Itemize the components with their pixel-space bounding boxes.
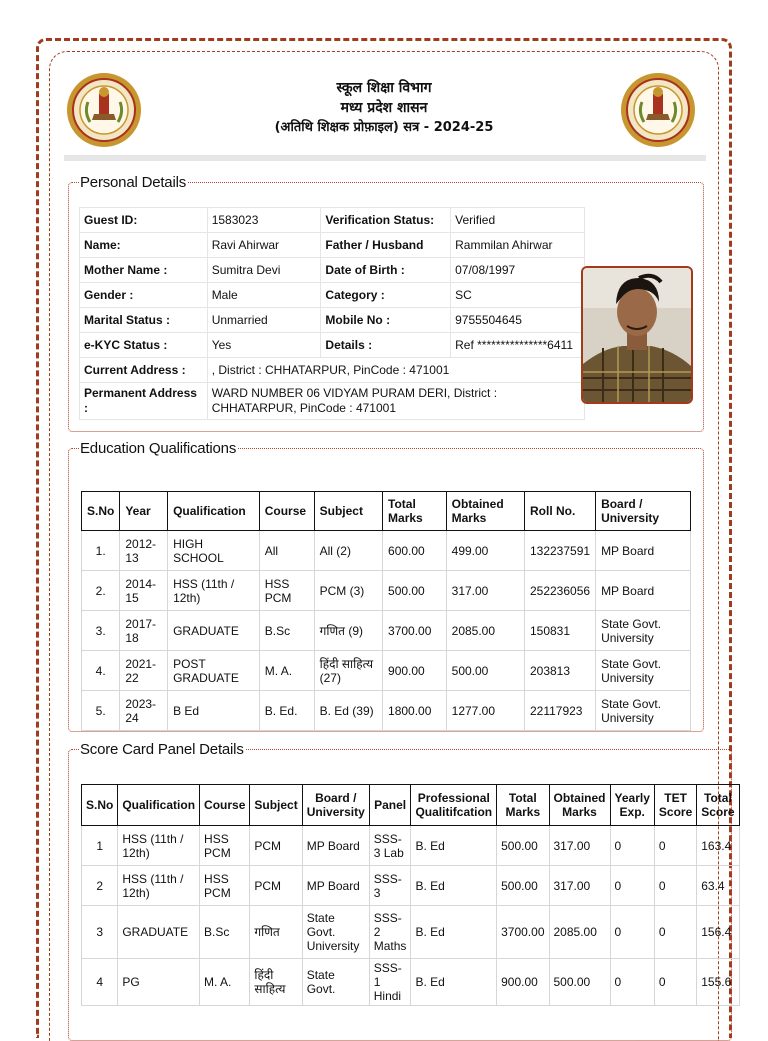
current-address-value: , District : CHHATARPUR, PinCode : 471001 — [207, 358, 584, 383]
table-cell: SSS-1 Hindi — [369, 959, 411, 1006]
column-header: Yearly Exp. — [610, 785, 654, 826]
table-cell: 0 — [654, 906, 696, 959]
table-cell: 600.00 — [383, 531, 447, 571]
table-cell: 156.4 — [697, 906, 739, 959]
guest-id-label: Guest ID: — [80, 208, 208, 233]
table-cell: HSS PCM — [200, 826, 250, 866]
score-card-panel-section — [68, 741, 735, 1041]
name-label: Name: — [80, 233, 208, 258]
header-divider — [64, 155, 706, 161]
column-header: Board / University — [596, 492, 691, 531]
table-cell: 3700.00 — [497, 906, 549, 959]
table-cell: 252236056 — [524, 571, 595, 611]
table-cell: State Govt. University — [302, 906, 369, 959]
table-cell: 2014-15 — [120, 571, 168, 611]
table-cell: HSS (11th / 12th) — [168, 571, 260, 611]
gender-value: Male — [207, 283, 321, 308]
table-cell: B. Ed — [411, 826, 497, 866]
father-husband-value: Rammilan Ahirwar — [451, 233, 585, 258]
marital-status-value: Unmarried — [207, 308, 321, 333]
table-header-row — [82, 492, 691, 531]
table-cell: SSS-3 Lab — [369, 826, 411, 866]
table-cell: 4 — [82, 959, 118, 1006]
category-value: SC — [451, 283, 585, 308]
department-name: स्कूल शिक्षा विभाग — [336, 80, 432, 96]
table-cell: 317.00 — [549, 826, 610, 866]
mother-name-label: Mother Name : — [80, 258, 208, 283]
father-husband-label: Father / Husband — [321, 233, 451, 258]
person-photo-icon — [583, 268, 691, 402]
table-cell: M. A. — [200, 959, 250, 1006]
table-cell: PCM — [250, 866, 302, 906]
column-header: Qualification — [118, 785, 200, 826]
table-row — [82, 959, 740, 1006]
table-row — [80, 333, 585, 358]
table-row — [82, 826, 740, 866]
table-cell: 3700.00 — [383, 611, 447, 651]
dob-value: 07/08/1997 — [451, 258, 585, 283]
table-cell: 500.00 — [497, 826, 549, 866]
table-cell: MP Board — [302, 826, 369, 866]
table-cell: State Govt. University — [596, 691, 691, 731]
table-cell: GRADUATE — [168, 611, 260, 651]
table-cell: 2. — [82, 571, 120, 611]
section-title: Personal Details — [80, 174, 187, 191]
verification-status-value: Verified — [451, 208, 585, 233]
column-header: Subject — [314, 492, 382, 531]
mother-name-value: Sumitra Devi — [207, 258, 321, 283]
table-cell: 0 — [610, 826, 654, 866]
table-cell: 2012-13 — [120, 531, 168, 571]
table-cell: HSS PCM — [200, 866, 250, 906]
column-header: TET Score — [654, 785, 696, 826]
table-cell: 0 — [654, 826, 696, 866]
table-cell: गणित — [250, 906, 302, 959]
table-row — [82, 571, 691, 611]
table-row — [82, 866, 740, 906]
column-header: S.No — [82, 785, 118, 826]
column-header: Total Marks — [497, 785, 549, 826]
column-header: Total Score — [697, 785, 739, 826]
table-row — [80, 283, 585, 308]
section-title: Score Card Panel Details — [80, 741, 244, 758]
name-value: Ravi Ahirwar — [207, 233, 321, 258]
score-card-table — [81, 784, 740, 1006]
dob-label: Date of Birth : — [321, 258, 451, 283]
table-header-row — [82, 785, 740, 826]
permanent-address-value: WARD NUMBER 06 VIDYAM PURAM DERI, District : CHHATARPUR, PinCode : 471001 — [207, 383, 584, 420]
table-cell: 1 — [82, 826, 118, 866]
table-cell: 2085.00 — [446, 611, 524, 651]
table-row — [80, 258, 585, 283]
table-row — [80, 358, 585, 383]
table-cell: 900.00 — [497, 959, 549, 1006]
table-cell: 499.00 — [446, 531, 524, 571]
table-cell: 3 — [82, 906, 118, 959]
marital-status-label: Marital Status : — [80, 308, 208, 333]
table-row — [82, 651, 691, 691]
table-cell: 500.00 — [549, 959, 610, 1006]
personal-details-section — [68, 174, 704, 432]
column-header: Panel — [369, 785, 411, 826]
table-cell: 0 — [654, 959, 696, 1006]
personal-details-table — [79, 207, 585, 420]
guest-id-value: 1583023 — [207, 208, 321, 233]
document-header — [64, 66, 706, 158]
column-header: Course — [200, 785, 250, 826]
table-cell: 4. — [82, 651, 120, 691]
table-cell: State Govt. University — [596, 611, 691, 651]
table-row — [80, 308, 585, 333]
table-cell: 0 — [654, 866, 696, 906]
column-header: Obtained Marks — [446, 492, 524, 531]
section-title: Education Qualifications — [80, 440, 237, 457]
table-cell: M. A. — [259, 651, 314, 691]
table-cell: B.Sc — [259, 611, 314, 651]
profile-photo — [581, 266, 693, 404]
table-cell: 317.00 — [549, 866, 610, 906]
table-cell: 0 — [610, 866, 654, 906]
table-cell: HSS PCM — [259, 571, 314, 611]
column-header: Course — [259, 492, 314, 531]
table-cell: HSS (11th / 12th) — [118, 866, 200, 906]
column-header: Year — [120, 492, 168, 531]
ekyc-status-value: Yes — [207, 333, 321, 358]
table-cell: 500.00 — [497, 866, 549, 906]
column-header: Obtained Marks — [549, 785, 610, 826]
table-cell: 1277.00 — [446, 691, 524, 731]
table-cell: State Govt. — [302, 959, 369, 1006]
education-table — [81, 491, 691, 731]
table-row — [82, 906, 740, 959]
education-qualifications-section — [68, 440, 704, 732]
table-cell: 2085.00 — [549, 906, 610, 959]
table-cell: POST GRADUATE — [168, 651, 260, 691]
table-cell: All (2) — [314, 531, 382, 571]
table-cell: B. Ed — [411, 959, 497, 1006]
table-cell: 1800.00 — [383, 691, 447, 731]
column-header: Board / University — [302, 785, 369, 826]
table-cell: 2017-18 — [120, 611, 168, 651]
table-cell: 163.4 — [697, 826, 739, 866]
details-label: Details : — [321, 333, 451, 358]
government-name: मध्य प्रदेश शासन — [340, 100, 428, 116]
table-cell: All — [259, 531, 314, 571]
table-cell: PCM (3) — [314, 571, 382, 611]
table-cell: B. Ed. — [259, 691, 314, 731]
table-row — [82, 611, 691, 651]
table-row — [80, 208, 585, 233]
table-cell: B. Ed (39) — [314, 691, 382, 731]
gender-label: Gender : — [80, 283, 208, 308]
table-cell: 22117923 — [524, 691, 595, 731]
table-cell: 3. — [82, 611, 120, 651]
table-cell: 155.6 — [697, 959, 739, 1006]
table-cell: SSS-3 — [369, 866, 411, 906]
table-cell: 150831 — [524, 611, 595, 651]
table-cell: 5. — [82, 691, 120, 731]
column-header: Roll No. — [524, 492, 595, 531]
table-row — [82, 691, 691, 731]
mp-state-emblem-icon — [66, 72, 142, 148]
table-cell: 500.00 — [446, 651, 524, 691]
table-cell: 2 — [82, 866, 118, 906]
table-cell: 132237591 — [524, 531, 595, 571]
table-cell: गणित (9) — [314, 611, 382, 651]
table-cell: GRADUATE — [118, 906, 200, 959]
table-cell: 203813 — [524, 651, 595, 691]
table-cell: 500.00 — [383, 571, 447, 611]
table-row — [80, 233, 585, 258]
column-header: Qualification — [168, 492, 260, 531]
table-cell: 0 — [610, 906, 654, 959]
table-cell: 900.00 — [383, 651, 447, 691]
table-cell: PG — [118, 959, 200, 1006]
table-cell: MP Board — [302, 866, 369, 906]
column-header: Total Marks — [383, 492, 447, 531]
table-cell: 2021-22 — [120, 651, 168, 691]
profile-session-title: (अतिथि शिक्षक प्रोफ़ाइल) सत्र - 2024-25 — [274, 120, 494, 135]
table-cell: PCM — [250, 826, 302, 866]
table-row — [82, 531, 691, 571]
table-cell: 317.00 — [446, 571, 524, 611]
category-label: Category : — [321, 283, 451, 308]
table-cell: HIGH SCHOOL — [168, 531, 260, 571]
table-cell: B. Ed — [411, 906, 497, 959]
ekyc-status-label: e-KYC Status : — [80, 333, 208, 358]
table-cell: 63.4 — [697, 866, 739, 906]
table-cell: SSS-2 Maths — [369, 906, 411, 959]
current-address-label: Current Address : — [80, 358, 208, 383]
table-cell: MP Board — [596, 571, 691, 611]
table-cell: MP Board — [596, 531, 691, 571]
permanent-address-label: Permanent Address : — [80, 383, 208, 420]
mp-state-emblem-icon — [620, 72, 696, 148]
verification-status-label: Verification Status: — [321, 208, 451, 233]
table-cell: हिंदी साहित्य (27) — [314, 651, 382, 691]
table-cell: 1. — [82, 531, 120, 571]
column-header: S.No — [82, 492, 120, 531]
table-cell: 0 — [610, 959, 654, 1006]
header-title-block — [184, 78, 584, 138]
column-header: Professional Qualitifcation — [411, 785, 497, 826]
table-cell: State Govt. University — [596, 651, 691, 691]
mobile-value: 9755504645 — [451, 308, 585, 333]
table-cell: B.Sc — [200, 906, 250, 959]
details-value: Ref ***************6411 — [451, 333, 585, 358]
table-cell: HSS (11th / 12th) — [118, 826, 200, 866]
mobile-label: Mobile No : — [321, 308, 451, 333]
table-row — [80, 383, 585, 420]
table-cell: B. Ed — [411, 866, 497, 906]
table-cell: हिंदी साहित्य — [250, 959, 302, 1006]
table-cell: B Ed — [168, 691, 260, 731]
table-cell: 2023-24 — [120, 691, 168, 731]
column-header: Subject — [250, 785, 302, 826]
